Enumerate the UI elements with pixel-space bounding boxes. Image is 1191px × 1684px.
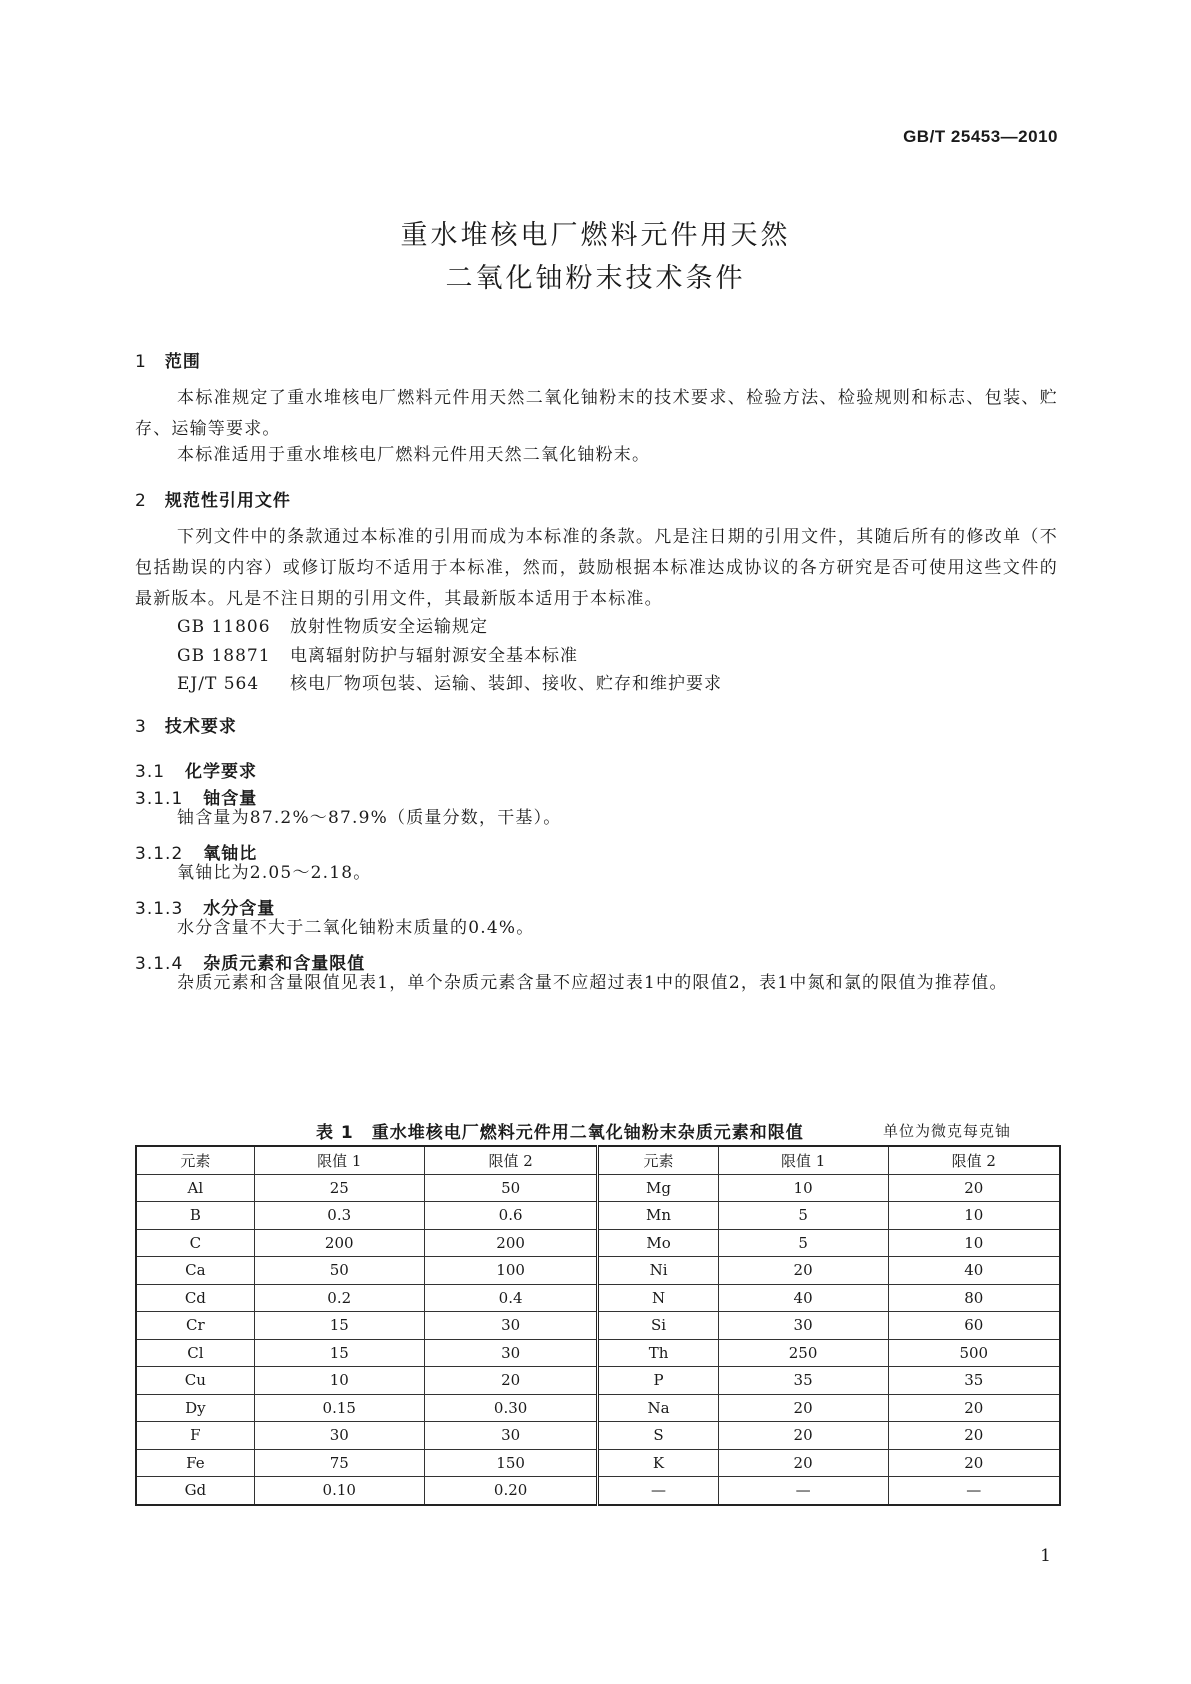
table-header-row <box>136 1146 1060 1174</box>
section-1-paragraph-1: 本标准规定了重水堆核电厂燃料元件用天然二氧化铀粉末的技术要求、检验方法、检验规则和标志、包装、贮存、运输等要求。 <box>135 388 1058 439</box>
table-row <box>136 1284 1060 1312</box>
table-cell: 30 <box>424 1422 598 1450</box>
table-cell: 75 <box>254 1449 424 1477</box>
table-cell: 10 <box>888 1202 1060 1230</box>
section-number: 3.1 <box>135 762 166 782</box>
table-cell: 0.2 <box>254 1284 424 1312</box>
section-1-paragraph-2: 本标准适用于重水堆核电厂燃料元件用天然二氧化铀粉末。 <box>177 445 651 465</box>
table-cell: 30 <box>424 1339 598 1367</box>
header-cell: 元素 <box>598 1146 718 1174</box>
section-3-heading <box>135 712 237 737</box>
section-title: 化学要求 <box>185 762 258 782</box>
table-cell: 35 <box>718 1367 888 1395</box>
section-3-1-4-text: 杂质元素和含量限值见表1，单个杂质元素含量不应超过表1中的限值2，表1中氮和氯的限值为推荐值。 <box>177 973 1008 993</box>
table-cell: Al <box>136 1174 254 1202</box>
reference-code: GB 18871 <box>177 646 271 666</box>
table-cell: — <box>888 1477 1060 1505</box>
table-cell: Ca <box>136 1257 254 1285</box>
table-cell: 80 <box>888 1284 1060 1312</box>
table-cell: 20 <box>718 1257 888 1285</box>
table-cell: 0.20 <box>424 1477 598 1505</box>
table-row <box>136 1422 1060 1450</box>
section-title: 范围 <box>164 352 201 372</box>
table-cell: K <box>598 1449 718 1477</box>
table-row <box>136 1229 1060 1257</box>
table-row <box>136 1367 1060 1395</box>
table-cell: Cr <box>136 1312 254 1340</box>
section-number: 1 <box>135 352 147 372</box>
table-cell: Ni <box>598 1257 718 1285</box>
table-cell: 15 <box>254 1312 424 1340</box>
table-cell: 100 <box>424 1257 598 1285</box>
table-row <box>136 1449 1060 1477</box>
section-title: 铀含量 <box>203 789 258 809</box>
reference-title: 核电厂物项包装、运输、装卸、接收、贮存和维护要求 <box>290 674 722 694</box>
table-cell: 20 <box>888 1394 1060 1422</box>
table-cell: 30 <box>424 1312 598 1340</box>
table-row <box>136 1312 1060 1340</box>
table-cell: S <box>598 1422 718 1450</box>
normative-reference <box>177 612 488 637</box>
table-cell: N <box>598 1284 718 1312</box>
normative-reference <box>177 641 578 666</box>
table-row <box>136 1174 1060 1202</box>
table-cell: Mo <box>598 1229 718 1257</box>
table-cell: Na <box>598 1394 718 1422</box>
document-title-line2: 二氧化铀粉末技术条件 <box>445 263 746 294</box>
section-3-1-heading <box>135 757 257 782</box>
normative-reference <box>177 669 722 694</box>
header-cell: 限值 2 <box>888 1146 1060 1174</box>
table-row <box>136 1257 1060 1285</box>
section-2-paragraph-1: 下列文件中的条款通过本标准的引用而成为本标准的条款。凡是注日期的引用文件，其随后所有的修改单（不包括勘误的内容）或修订版均不适用于本标准，然而，鼓励根据本标准达成协议的各方研究是否可使用这些文件的最新版本。凡是不注日期的引用文件，其最新版本适用于本标准。 <box>135 527 1058 609</box>
section-title: 水分含量 <box>203 899 276 919</box>
table-cell: 500 <box>888 1339 1060 1367</box>
table-cell: C <box>136 1229 254 1257</box>
table-cell: 15 <box>254 1339 424 1367</box>
table-cell: 20 <box>718 1394 888 1422</box>
section-number: 3.1.1 <box>135 789 184 809</box>
table-cell: 20 <box>424 1367 598 1395</box>
table-cell: 10 <box>888 1229 1060 1257</box>
table-cell: — <box>718 1477 888 1505</box>
table-cell: 0.6 <box>424 1202 598 1230</box>
section-3-1-3-text: 水分含量不大于二氧化铀粉末质量的0.4%。 <box>177 918 535 938</box>
reference-title: 电离辐射防护与辐射源安全基本标准 <box>290 646 578 666</box>
section-number: 2 <box>135 491 147 511</box>
section-1-heading <box>135 347 201 372</box>
table-cell: 0.15 <box>254 1394 424 1422</box>
table-cell: 35 <box>888 1367 1060 1395</box>
table-cell: Fe <box>136 1449 254 1477</box>
table-cell: 20 <box>888 1449 1060 1477</box>
table-cell: 25 <box>254 1174 424 1202</box>
table-cell: Cl <box>136 1339 254 1367</box>
table-cell: Mn <box>598 1202 718 1230</box>
section-2-heading <box>135 486 291 511</box>
table-cell: 20 <box>888 1174 1060 1202</box>
table-cell: Th <box>598 1339 718 1367</box>
table-cell: 0.30 <box>424 1394 598 1422</box>
section-number: 3.1.2 <box>135 844 184 864</box>
table-cell: F <box>136 1422 254 1450</box>
table-cell: P <box>598 1367 718 1395</box>
table-cell: Cd <box>136 1284 254 1312</box>
table-cell: Gd <box>136 1477 254 1505</box>
standard-code: GB/T 25453—2010 <box>903 127 1058 146</box>
table-title: 表 1 重水堆核电厂燃料元件用二氧化铀粉末杂质元素和限值 <box>316 1123 804 1143</box>
table-cell: 200 <box>254 1229 424 1257</box>
document-title-line1: 重水堆核电厂燃料元件用天然 <box>400 220 791 251</box>
table-row <box>136 1394 1060 1422</box>
table-cell: Cu <box>136 1367 254 1395</box>
section-number: 3.1.4 <box>135 954 184 974</box>
table-cell: 10 <box>254 1367 424 1395</box>
table-cell: 10 <box>718 1174 888 1202</box>
table-cell: 0.4 <box>424 1284 598 1312</box>
table-cell: 30 <box>718 1312 888 1340</box>
table-cell: B <box>136 1202 254 1230</box>
table-cell: Si <box>598 1312 718 1340</box>
table-cell: 250 <box>718 1339 888 1367</box>
table-cell: 20 <box>888 1422 1060 1450</box>
header-cell: 元素 <box>136 1146 254 1174</box>
table-cell: Mg <box>598 1174 718 1202</box>
reference-code: GB 11806 <box>177 617 271 637</box>
section-3-1-1-text: 铀含量为87.2%～87.9%（质量分数，干基）。 <box>177 808 562 828</box>
table-cell: 30 <box>254 1422 424 1450</box>
table-cell: — <box>598 1477 718 1505</box>
header-cell: 限值 2 <box>424 1146 598 1174</box>
page-number: 1 <box>1040 1546 1051 1566</box>
table-cell: 20 <box>718 1422 888 1450</box>
reference-code: EJ/T 564 <box>177 674 260 694</box>
section-3-1-2-text: 氧铀比为2.05～2.18。 <box>177 863 372 883</box>
table-cell: 5 <box>718 1202 888 1230</box>
impurity-limits-table <box>135 1145 1061 1506</box>
table-cell: 200 <box>424 1229 598 1257</box>
table-cell: 20 <box>718 1449 888 1477</box>
reference-title: 放射性物质安全运输规定 <box>290 617 488 637</box>
table-cell: 40 <box>888 1257 1060 1285</box>
section-title: 氧铀比 <box>203 844 258 864</box>
table-cell: 0.10 <box>254 1477 424 1505</box>
section-number: 3.1.3 <box>135 899 184 919</box>
table-cell: 40 <box>718 1284 888 1312</box>
table-unit: 单位为微克每克铀 <box>883 1122 1012 1140</box>
section-title: 技术要求 <box>164 717 237 737</box>
table-cell: 0.3 <box>254 1202 424 1230</box>
table-cell: 50 <box>424 1174 598 1202</box>
header-cell: 限值 1 <box>718 1146 888 1174</box>
section-title: 杂质元素和含量限值 <box>203 954 366 974</box>
section-title: 规范性引用文件 <box>164 491 291 511</box>
table-cell: 150 <box>424 1449 598 1477</box>
table-row <box>136 1339 1060 1367</box>
table-cell: 5 <box>718 1229 888 1257</box>
table-row <box>136 1477 1060 1505</box>
table-cell: Dy <box>136 1394 254 1422</box>
table-row <box>136 1202 1060 1230</box>
table-cell: 50 <box>254 1257 424 1285</box>
section-number: 3 <box>135 717 147 737</box>
header-cell: 限值 1 <box>254 1146 424 1174</box>
table-cell: 60 <box>888 1312 1060 1340</box>
